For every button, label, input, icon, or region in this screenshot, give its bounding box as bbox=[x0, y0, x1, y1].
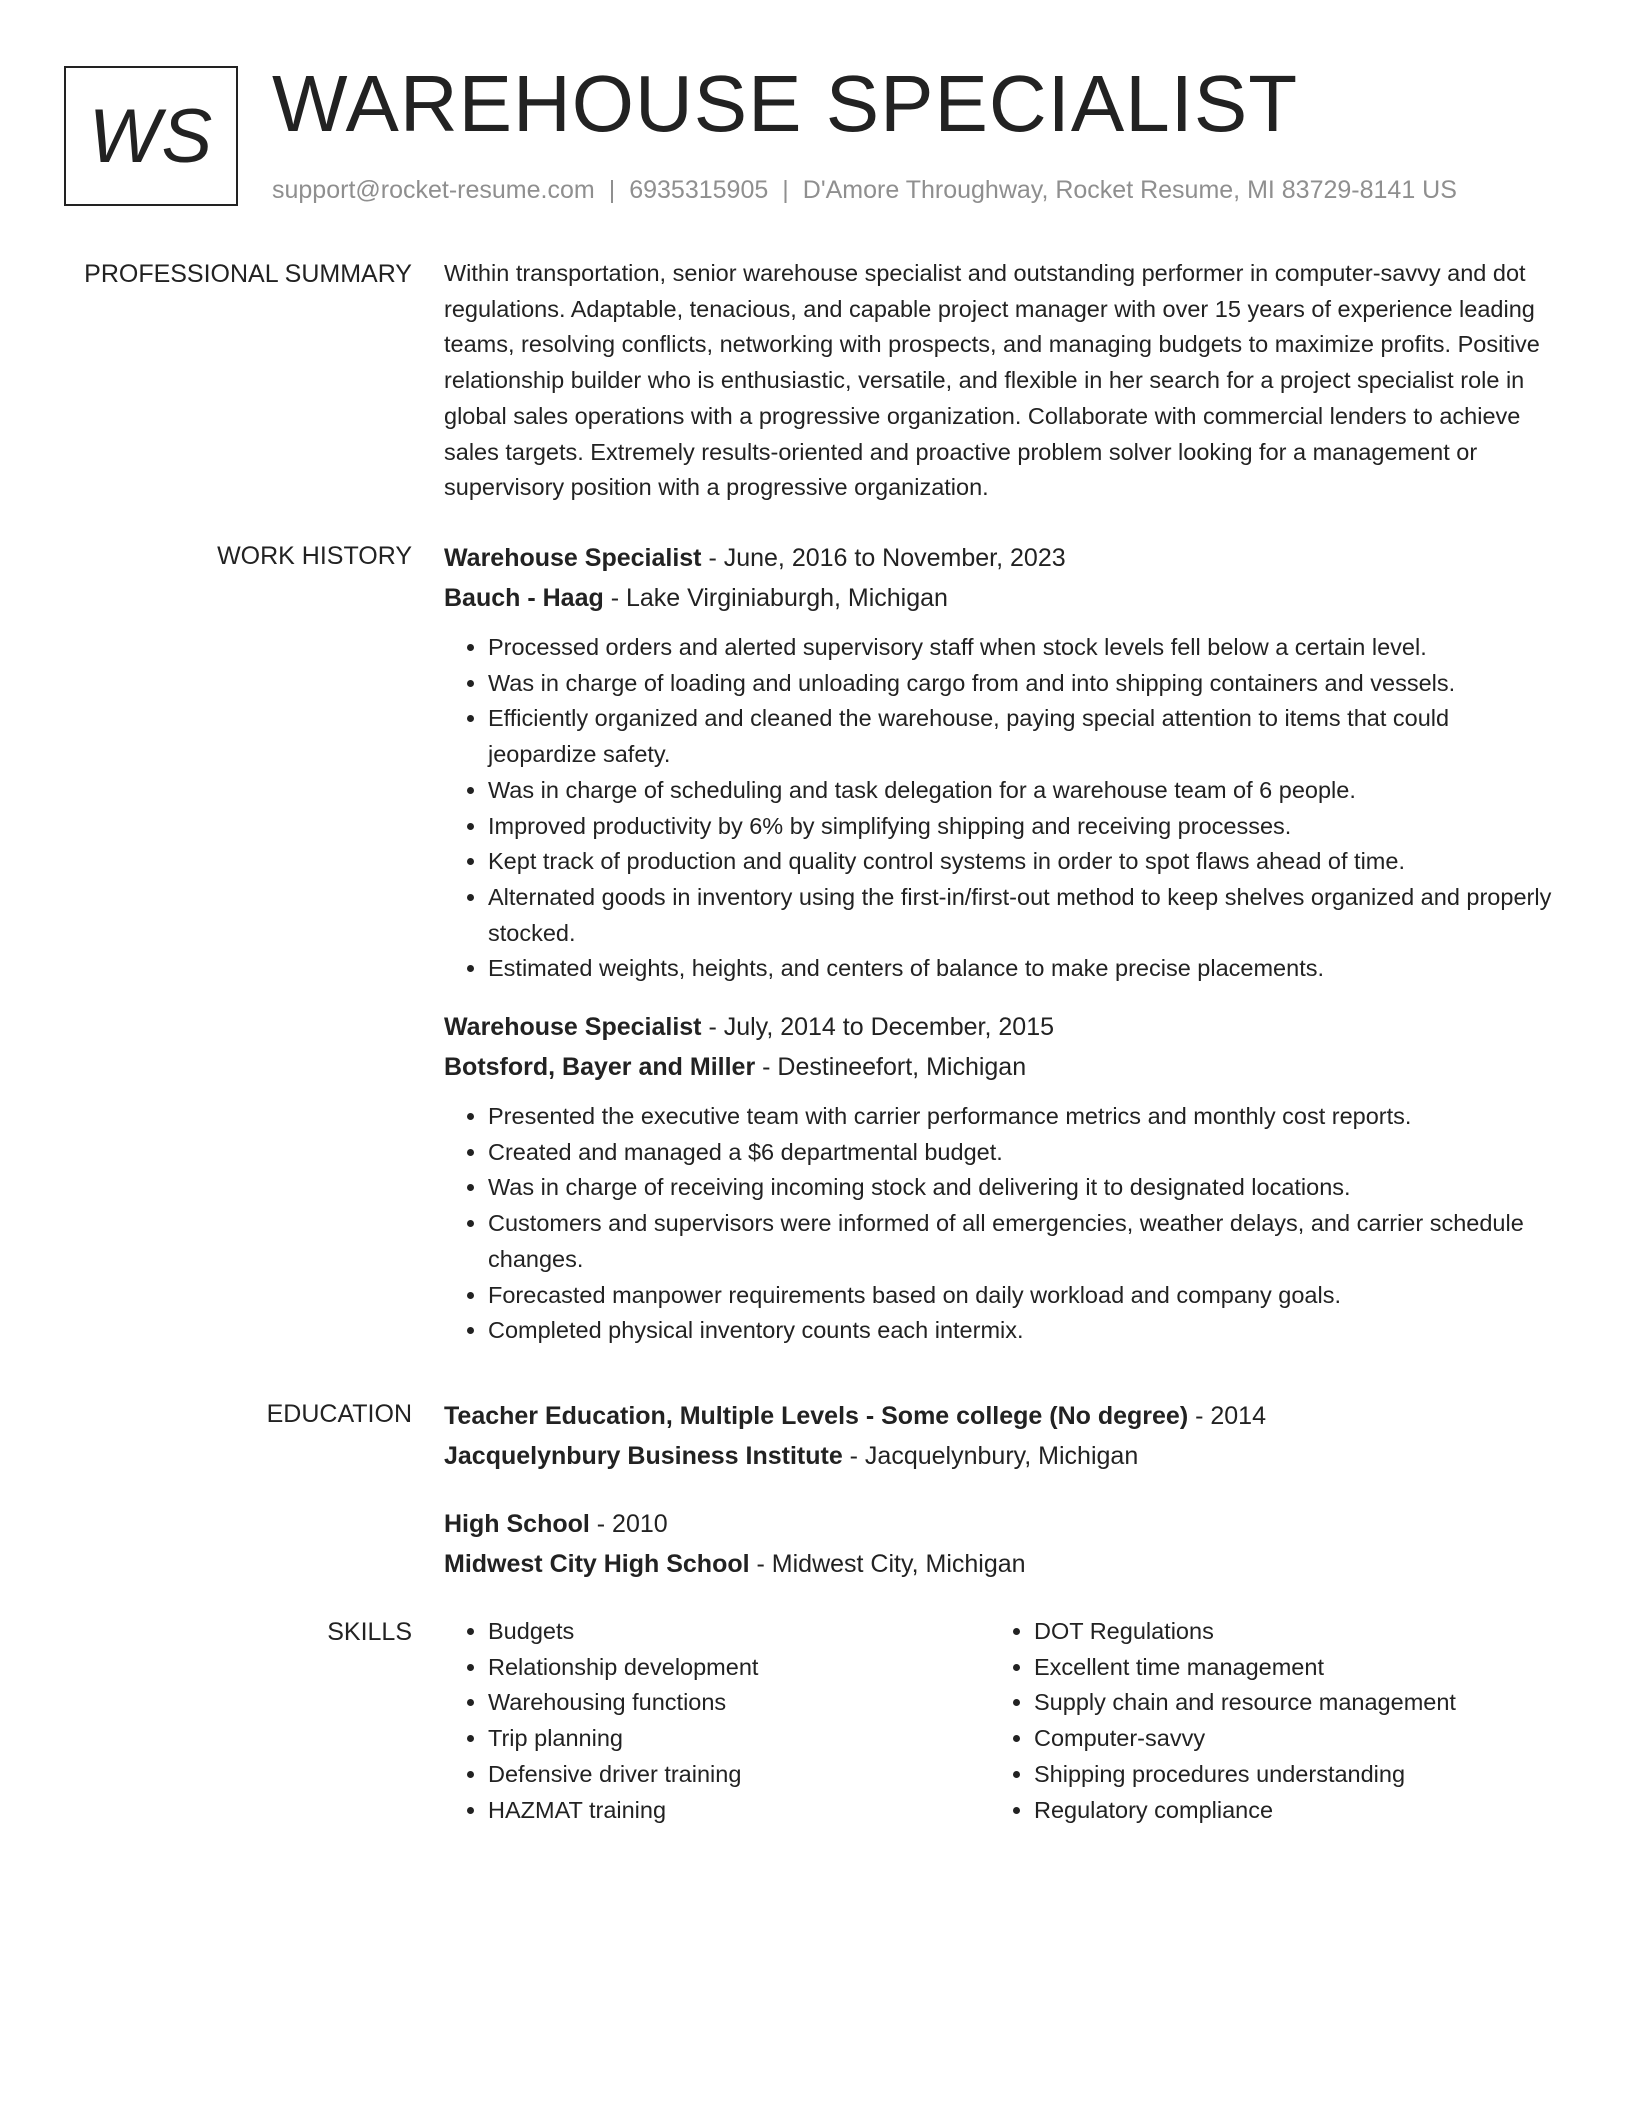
section-heading-work-history: WORK HISTORY bbox=[217, 542, 412, 570]
skill-item: • HAZMAT training bbox=[488, 1793, 990, 1829]
contact-separator: | bbox=[608, 176, 616, 204]
skill-item: • Relationship development bbox=[488, 1650, 990, 1686]
contact-address: D'Amore Throughway, Rocket Resume, MI 83729-8141 US bbox=[802, 176, 1457, 204]
degree: Teacher Education, Multiple Levels - Some college (No degree) bbox=[444, 1402, 1189, 1430]
job-bullet: • Presented the executive team with carrier performance metrics and monthly cost reports. bbox=[488, 1099, 1556, 1135]
skill-item: • Shipping procedures understanding bbox=[1034, 1757, 1536, 1793]
skill-item: • Trip planning bbox=[488, 1721, 990, 1757]
contact-phone: 6935315905 bbox=[629, 176, 769, 204]
degree-line bbox=[444, 1396, 1556, 1436]
job-dates: - June, 2016 to November, 2023 bbox=[701, 544, 1066, 572]
job-company-line bbox=[444, 1047, 1556, 1087]
job-location: - Destineefort, Michigan bbox=[755, 1053, 1027, 1082]
skill-item: • Computer-savvy bbox=[1034, 1721, 1536, 1757]
skills-columns bbox=[444, 1614, 1556, 1828]
job-title-line bbox=[444, 1007, 1556, 1047]
skills-list-right bbox=[990, 1614, 1536, 1828]
job-entry bbox=[444, 1007, 1556, 1349]
job-company-line bbox=[444, 578, 1556, 618]
job-bullet: • Created and managed a $6 departmental budget. bbox=[488, 1135, 1556, 1171]
job-bullet: • Forecasted manpower requirements based on daily workload and company goals. bbox=[488, 1278, 1556, 1314]
section-heading-skills: SKILLS bbox=[327, 1618, 412, 1646]
monogram-badge: WS bbox=[64, 66, 238, 206]
degree-year: - 2010 bbox=[589, 1510, 668, 1538]
job-bullets bbox=[444, 630, 1556, 987]
job-bullet: • Kept track of production and quality control systems in order to spot flaws ahead of time. bbox=[488, 844, 1556, 880]
job-bullet: • Was in charge of receiving incoming stock and delivering it to designated locations. bbox=[488, 1170, 1556, 1206]
skill-item: • Regulatory compliance bbox=[1034, 1793, 1536, 1829]
school-line bbox=[444, 1436, 1556, 1476]
section-heading-summary: PROFESSIONAL SUMMARY bbox=[84, 260, 412, 288]
job-bullets bbox=[444, 1099, 1556, 1349]
skill-item: • Defensive driver training bbox=[488, 1757, 990, 1793]
job-bullet: • Improved productivity by 6% by simplifying shipping and receiving processes. bbox=[488, 809, 1556, 845]
school-location: - Midwest City, Michigan bbox=[749, 1550, 1026, 1578]
skills-list-left bbox=[444, 1614, 990, 1828]
job-entry bbox=[444, 538, 1556, 987]
degree-line bbox=[444, 1504, 1556, 1544]
job-title-line bbox=[444, 538, 1556, 578]
job-location: - Lake Virginiaburgh, Michigan bbox=[603, 584, 948, 612]
job-bullet: • Alternated goods in inventory using the first-in/first-out method to keep shelves organized and properly stocked. bbox=[488, 880, 1556, 951]
skill-item: • Excellent time management bbox=[1034, 1650, 1536, 1686]
summary-text: Within transportation, senior warehouse specialist and outstanding performer in computer-savvy and dot regulations. Adaptable, tenacious, and capable project manager with over 15 years of experience leading teams, resolving conflicts, networking with prospects, and managing budgets to maximize profits. Positive relationship builder who is enthusiastic, versatile, and flexible in her search for a project specialist role in global sales operations with a progressive organization. Collaborate with commercial lenders to achieve sales targets. Extremely results-oriented and proactive problem solver looking for a management or supervisory position with a progressive organization. bbox=[444, 260, 1540, 501]
contact-email: support@rocket-resume.com bbox=[272, 176, 595, 204]
degree: High School bbox=[444, 1510, 590, 1538]
education-entry bbox=[444, 1504, 1556, 1584]
skill-item: • Supply chain and resource management bbox=[1034, 1685, 1536, 1721]
contact-line bbox=[272, 174, 1457, 206]
school-location: - Jacquelynbury, Michigan bbox=[842, 1442, 1139, 1470]
job-bullet: • Efficiently organized and cleaned the warehouse, paying special attention to items that could jeopardize safety. bbox=[488, 701, 1556, 772]
section-heading-education: EDUCATION bbox=[266, 1400, 412, 1428]
job-title: Warehouse Specialist bbox=[444, 544, 702, 572]
job-dates: - July, 2014 to December, 2015 bbox=[701, 1013, 1055, 1042]
contact-separator: | bbox=[782, 176, 789, 204]
job-bullet: • Completed physical inventory counts each intermix. bbox=[488, 1313, 1556, 1349]
education-entry bbox=[444, 1396, 1556, 1476]
job-title: Warehouse Specialist bbox=[444, 1013, 702, 1042]
school: Midwest City High School bbox=[444, 1550, 750, 1578]
skill-item: • DOT Regulations bbox=[1034, 1614, 1536, 1650]
skill-item: • Warehousing functions bbox=[488, 1685, 990, 1721]
job-bullet: • Estimated weights, heights, and centers of balance to make precise placements. bbox=[488, 951, 1556, 987]
school-line bbox=[444, 1544, 1556, 1584]
job-bullet: • Processed orders and alerted supervisory staff when stock levels fell below a certain level. bbox=[488, 630, 1556, 666]
resume-title: WAREHOUSE SPECIALIST bbox=[272, 59, 1299, 148]
skill-item: • Budgets bbox=[488, 1614, 990, 1650]
job-bullet: • Customers and supervisors were informed of all emergencies, weather delays, and carrier schedule changes. bbox=[488, 1206, 1556, 1277]
degree-year: - 2014 bbox=[1188, 1402, 1266, 1430]
job-company: Bauch - Haag bbox=[444, 584, 604, 612]
job-company: Botsford, Bayer and Miller bbox=[444, 1053, 756, 1082]
job-bullet: • Was in charge of loading and unloading cargo from and into shipping containers and vessels. bbox=[488, 666, 1556, 702]
job-bullet: • Was in charge of scheduling and task delegation for a warehouse team of 6 people. bbox=[488, 773, 1556, 809]
school: Jacquelynbury Business Institute bbox=[444, 1442, 843, 1470]
